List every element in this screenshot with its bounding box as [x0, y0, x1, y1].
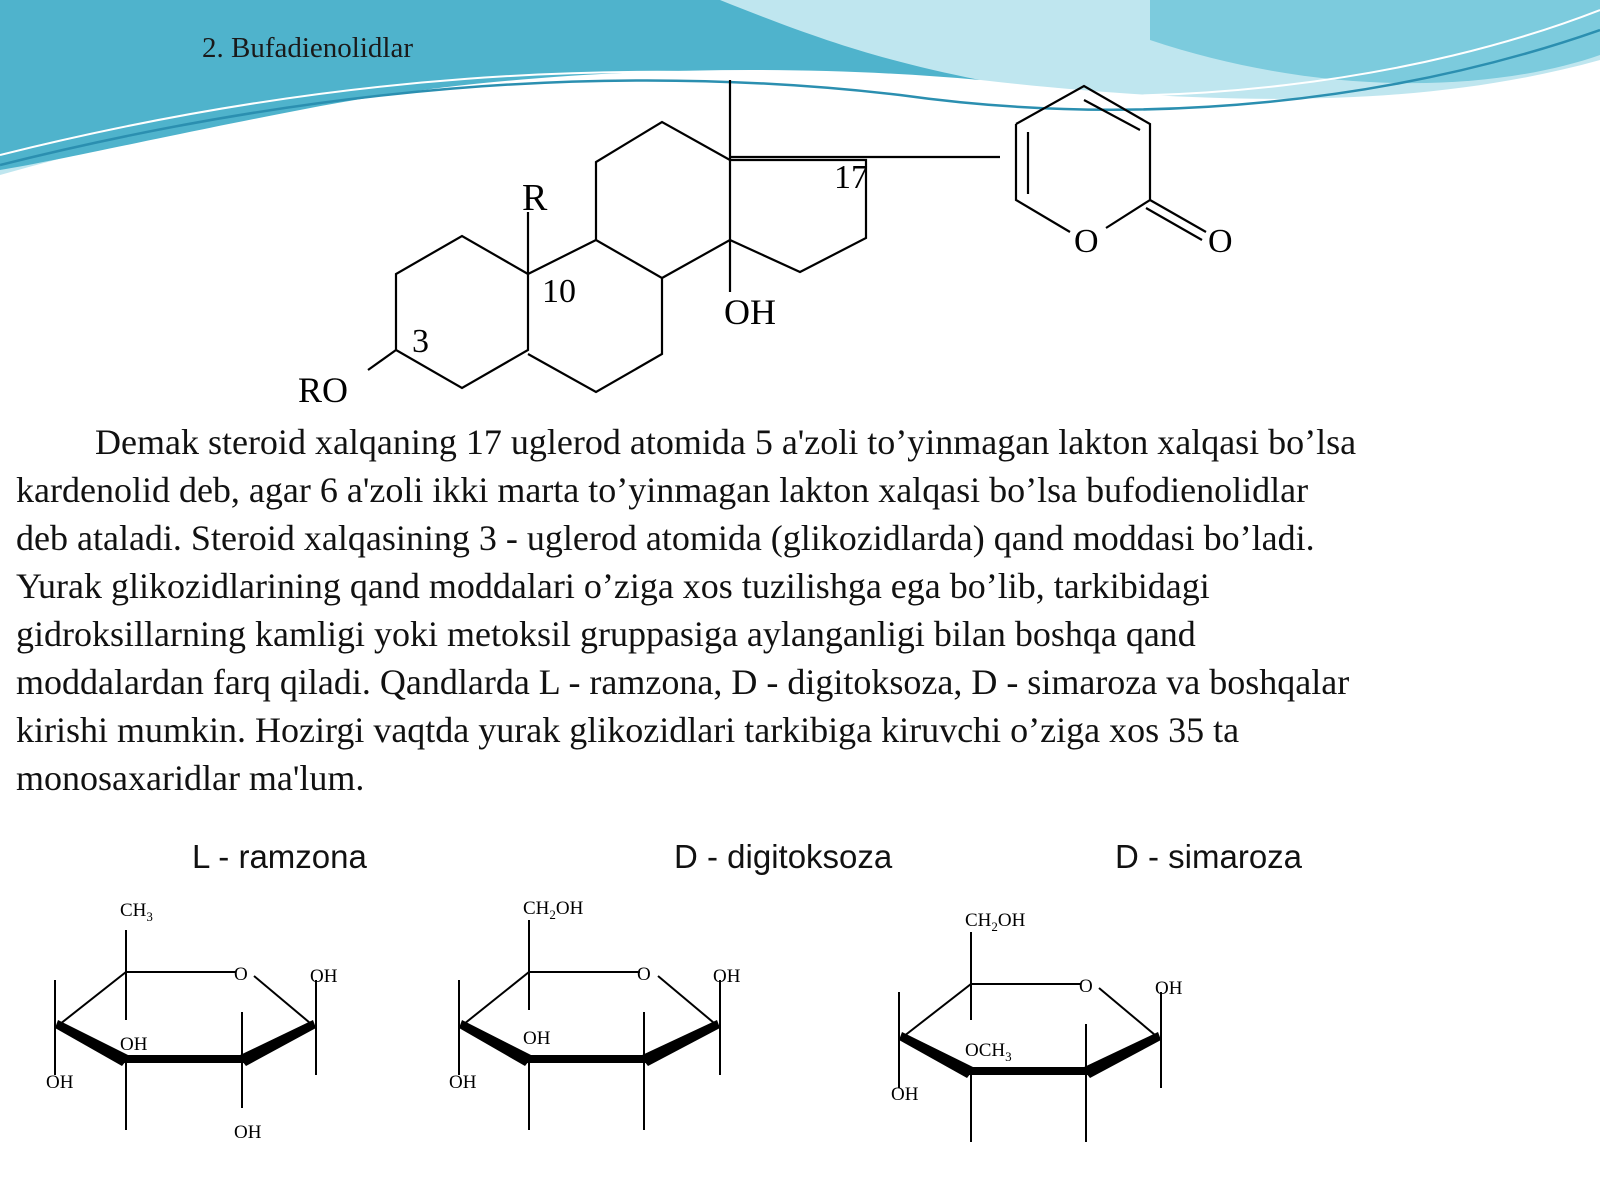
- simaroza-wedge-right: [1082, 1032, 1161, 1078]
- lactone-double-2: [1084, 100, 1140, 130]
- paragraph-line: monosaxaridlar ma'lum.: [16, 758, 365, 798]
- sugar-structures: [0, 880, 1600, 1190]
- paragraph-line: Demak steroid xalqaning 17 uglerod atomida 5 a'zoli to’yinmagan lakton xalqasi bo’lsa: [95, 422, 1357, 462]
- sugar-name-digitoksoza: D - digitoksoza: [674, 838, 893, 875]
- bufadienolide-structure: [0, 0, 1600, 420]
- digitoksoza-left-oh: OH: [449, 1072, 477, 1093]
- label-3: 3: [412, 323, 429, 360]
- ramzona-wedge-right: [238, 1020, 316, 1066]
- ring-b: [528, 240, 662, 392]
- simaroza-structure: [891, 910, 1183, 1142]
- label-o-carbonyl: O: [1208, 223, 1233, 260]
- label-ro: RO: [298, 370, 349, 410]
- c3-ro-bond: [368, 350, 396, 370]
- ramzona-ring-o: O: [234, 964, 248, 985]
- ramzona-left-oh: OH: [46, 1072, 74, 1093]
- simaroza-right-oh: OH: [1155, 978, 1183, 999]
- ramzona-structure: [46, 900, 338, 1143]
- digitoksoza-wedge-right: [640, 1020, 720, 1066]
- ramzona-wedge-left: [55, 1020, 130, 1066]
- ramzona-right-oh: OH: [310, 966, 338, 987]
- ramzona-inner-oh: OH: [120, 1034, 148, 1055]
- label-10: 10: [542, 273, 576, 310]
- digitoksoza-right-oh: OH: [713, 966, 741, 987]
- label-oh: OH: [724, 292, 776, 332]
- description-paragraph: [16, 418, 1546, 802]
- ring-a: [396, 236, 528, 388]
- label-o-ring: O: [1074, 223, 1099, 260]
- digitoksoza-wedge-left: [459, 1020, 533, 1066]
- ramzona-top-group: $CH_3$: [120, 900, 153, 924]
- simaroza-top-group: $CH_2OH$: [965, 910, 1026, 934]
- paragraph-line: deb ataladi. Steroid xalqasining 3 - uglerod atomida (glikozidlarda) qand moddasi bo’ladi.: [16, 518, 1315, 558]
- digitoksoza-inner-oh: OH: [523, 1028, 551, 1049]
- label-17: 17: [834, 159, 868, 196]
- simaroza-left-oh: OH: [891, 1084, 919, 1105]
- digitoksoza-structure: [449, 898, 741, 1130]
- slide-title: 2. Bufadienolidlar: [202, 32, 414, 64]
- ramzona-bottom-oh: OH: [234, 1122, 262, 1143]
- label-r: R: [522, 177, 548, 219]
- paragraph-line: kardenolid deb, agar 6 a'zoli ikki marta to’yinmagan lakton xalqasi bo’lsa bufodienolidlar: [16, 470, 1309, 510]
- simaroza-inner-och3: $OCH_3$: [965, 1040, 1012, 1064]
- paragraph-line: moddalardan farq qiladi. Qandlarda L - ramzona, D - digitoksoza, D - simaroza va boshqalar: [16, 662, 1350, 702]
- digitoksoza-ring-o: O: [637, 964, 651, 985]
- sugar-name-simaroza: D - simaroza: [1115, 838, 1303, 875]
- paragraph-line: gidroksillarning kamligi yoki metoksil gruppasiga aylanganligi bilan boshqa qand: [16, 614, 1196, 654]
- ring-c: [596, 122, 730, 278]
- simaroza-bold-bond: [967, 1067, 1090, 1075]
- digitoksoza-bold-bond: [525, 1055, 648, 1063]
- sugar-name-ramzona: L - ramzona: [192, 838, 367, 875]
- simaroza-wedge-left: [899, 1032, 975, 1078]
- paragraph-line: Yurak glikozidlarining qand moddalari o’ziga xos tuzilishga ega bo’lib, tarkibidagi: [16, 566, 1210, 606]
- digitoksoza-top-group: $CH_2OH$: [523, 898, 584, 922]
- paragraph-line: kirishi mumkin. Hozirgi vaqtda yurak glikozidlari tarkibiga kiruvchi o’ziga xos 35 ta: [16, 710, 1240, 750]
- lactone-ring: [1016, 86, 1150, 228]
- simaroza-ring-o: O: [1079, 976, 1093, 997]
- ramzona-bold-bond: [122, 1055, 246, 1063]
- lactone-ring-left: [1016, 124, 1070, 232]
